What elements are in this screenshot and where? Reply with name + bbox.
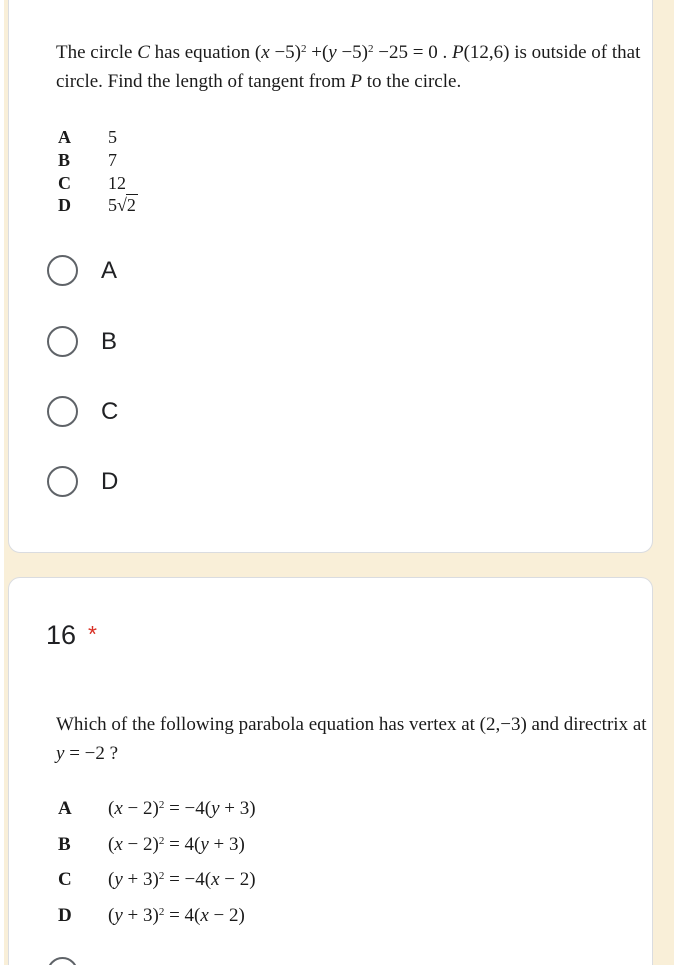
radio-choice-label: C [101, 398, 119, 425]
option-value: $(y + 3)^2 = -4(x - 2)$ [108, 869, 256, 890]
option-letter: C [58, 869, 72, 890]
answer-option-row [58, 869, 256, 891]
question-number-text: 16 [46, 620, 77, 650]
radio-choice-d[interactable] [47, 466, 118, 497]
question-card-16 [8, 577, 653, 965]
option-value: 12 [108, 173, 126, 193]
radio-choice-label: B [101, 328, 118, 355]
option-letter: A [58, 127, 71, 147]
option-letter: B [58, 834, 71, 855]
required-asterisk: * [88, 621, 97, 647]
question-card-top [8, 0, 653, 553]
radio-button-icon[interactable] [47, 255, 78, 286]
option-value: $(y + 3)^2 = 4(x - 2)$ [108, 905, 245, 926]
answer-option-row [58, 172, 126, 194]
option-letter: D [58, 195, 71, 215]
option-letter: D [58, 905, 72, 926]
question-number [46, 618, 97, 651]
radio-choice-label: A [101, 257, 118, 284]
radio-button-icon[interactable] [47, 326, 78, 357]
radio-choice-b[interactable] [47, 326, 117, 357]
question-text-line: The circle C has equation $(x -5)^2 +(y -5)^2 -25 = 0$ . P(12,6) is outside of that [56, 42, 641, 63]
question-text-line: y = −2 ? [56, 743, 119, 764]
option-letter: A [58, 798, 72, 819]
option-letter: B [58, 150, 71, 170]
answer-option-row [58, 798, 256, 820]
radio-button-icon-partial[interactable] [47, 957, 78, 965]
radio-button-icon[interactable] [47, 396, 78, 427]
option-letter: C [58, 173, 71, 193]
answer-option-row [58, 126, 117, 148]
answer-option-row [58, 834, 245, 856]
question-text-line: Which of the following parabola equation has vertex at (2,−3) and directrix at [56, 714, 647, 735]
answer-option-row [58, 194, 138, 216]
answer-option-row [58, 149, 117, 171]
option-value: 7 [108, 150, 117, 170]
option-value: $(x - 2)^2 = -4(y + 3)$ [108, 798, 256, 819]
answer-option-row [58, 905, 245, 927]
radio-choice-label: D [101, 468, 119, 495]
question-text-line: circle. Find the length of tangent from P to the circle. [56, 71, 462, 92]
option-value: 5 [108, 127, 117, 147]
radio-choice-a[interactable] [47, 255, 117, 286]
radio-choice-c[interactable] [47, 396, 118, 427]
radio-button-icon[interactable] [47, 466, 78, 497]
option-value: $(x - 2)^2 = 4(y + 3)$ [108, 834, 245, 855]
option-value: 5√2 [108, 195, 136, 215]
